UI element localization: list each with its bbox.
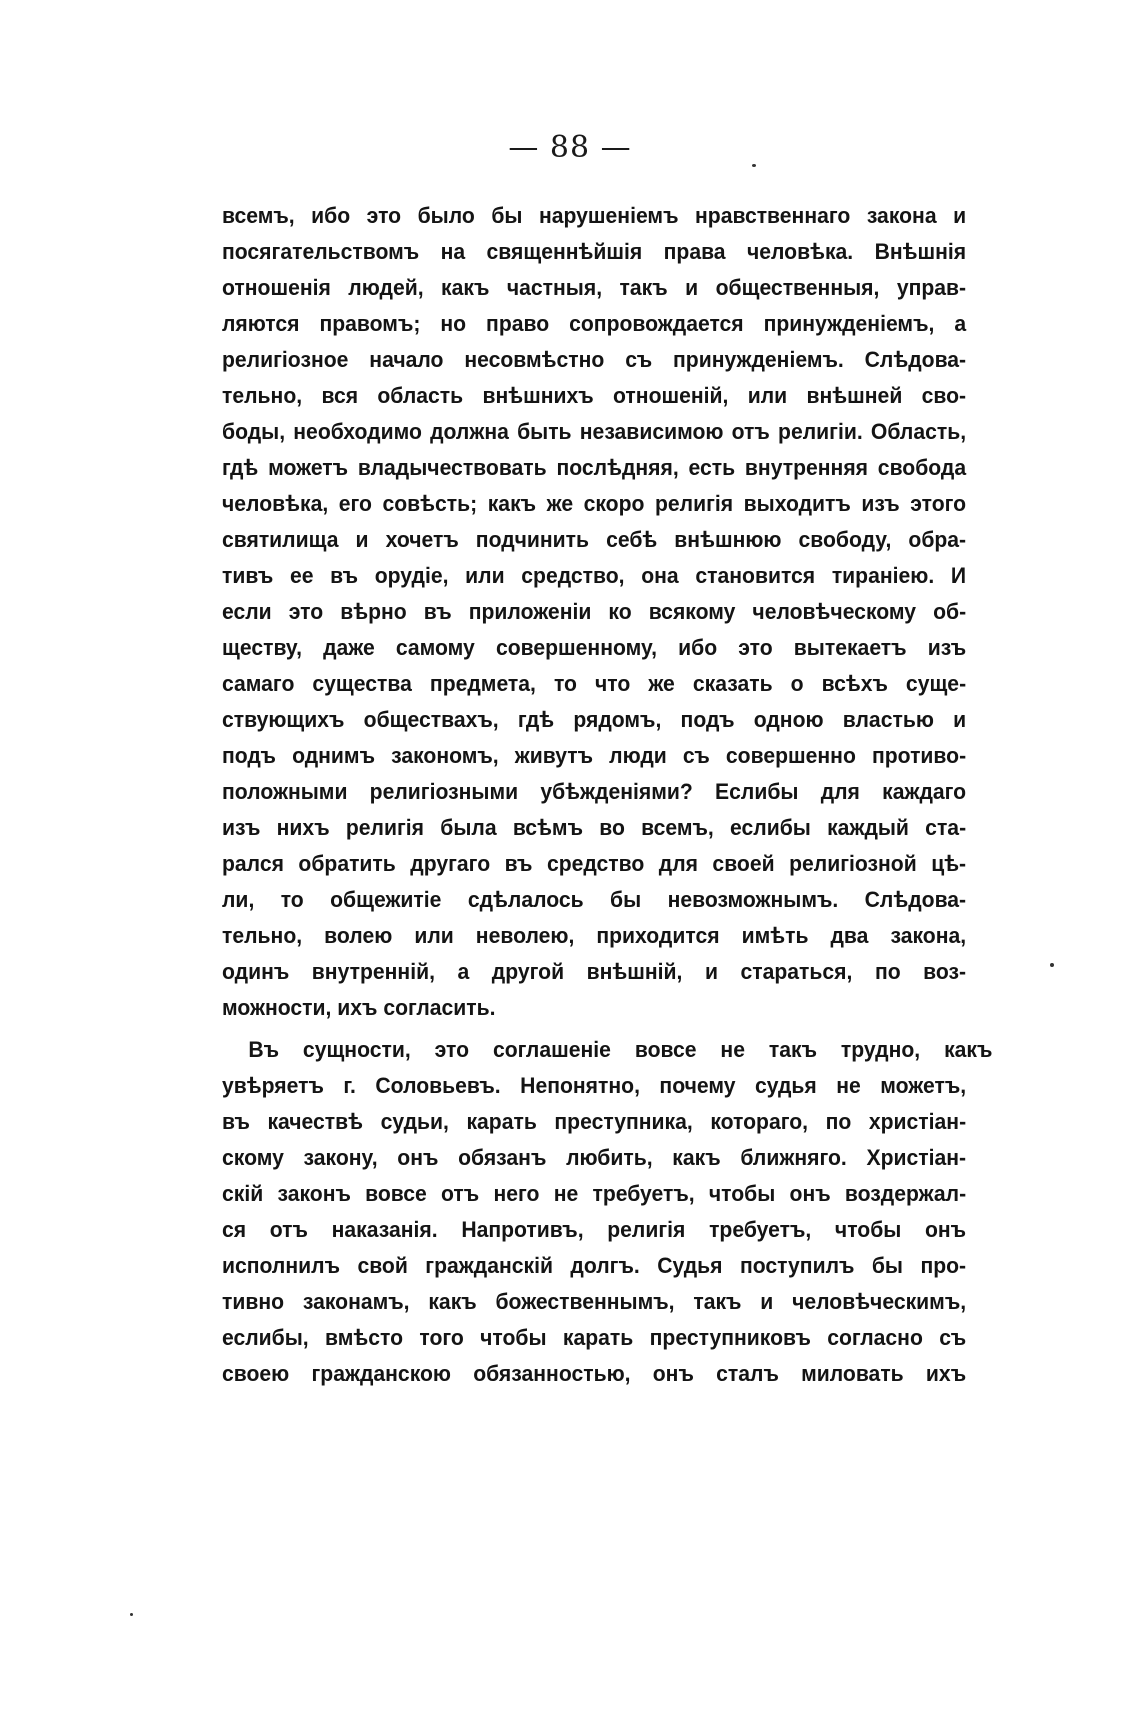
text-line: рался обратить другаго въ средство для своей религіозной цѣ-: [222, 851, 967, 876]
text-line: тельно, волею или неволею, приходится имѣть два закона,: [222, 923, 967, 948]
text-line: тивъ ее въ орудіе, или средство, она становится тираніею. И: [222, 563, 967, 588]
text-line: ся отъ наказанія. Напротивъ, религія требуетъ, чтобы онъ: [222, 1217, 967, 1242]
text-line: можности, ихъ согласить.: [222, 995, 496, 1020]
text-line: ляются правомъ; но право сопровождается принужденіемъ, а: [222, 311, 967, 336]
text-line: всемъ, ибо это было бы нарушеніемъ нравственнаго закона и: [222, 203, 967, 228]
speck-mark: [1050, 963, 1054, 967]
text-line: скому закону, онъ обязанъ любить, какъ ближняго. Христіан-: [222, 1145, 967, 1170]
text-line: положными религіозными убѣжденіями? Еслибы для каждаго: [222, 779, 967, 804]
text-line: своею гражданскою обязанностью, онъ сталъ миловать ихъ: [222, 1361, 967, 1386]
paragraph-2: [222, 1032, 993, 1392]
speck-mark: [130, 1613, 133, 1616]
speck-mark: [752, 164, 756, 167]
text-line: боды, необходимо должна быть независимою отъ религіи. Область,: [222, 419, 967, 444]
text-line: ществу, даже самому совершенному, ибо это вытекаетъ изъ: [222, 635, 967, 660]
text-line: одинъ внутренній, а другой внѣшній, и стараться, по воз-: [222, 959, 967, 984]
text-line: тивно законамъ, какъ божественнымъ, такъ и человѣческимъ,: [222, 1289, 967, 1314]
text-line: святилища и хочетъ подчинить себѣ внѣшнюю свободу, обра-: [222, 527, 967, 552]
text-line: если это вѣрно въ приложеніи ко всякому человѣческому об-: [222, 599, 967, 624]
text-line: еслибы, вмѣсто того чтобы карать преступниковъ согласно съ: [222, 1325, 967, 1350]
text-line: гдѣ можетъ владычествовать послѣдняя, есть внутренняя свобода: [222, 455, 967, 480]
text-line: тельно, вся область внѣшнихъ отношеній, или внѣшней сво-: [222, 383, 967, 408]
paragraph-1: [222, 198, 966, 1026]
text-line: увѣряетъ г. Соловьевъ. Непонятно, почему судья не можетъ,: [222, 1073, 967, 1098]
text-line: посягательствомъ на священнѣйшія права человѣка. Внѣшнія: [222, 239, 967, 264]
text-line: скій законъ вовсе отъ него не требуетъ, чтобы онъ воздержал-: [222, 1181, 967, 1206]
text-line: ствующихъ обществахъ, гдѣ рядомъ, подъ одною властью и: [222, 707, 967, 732]
text-line: Въ сущности, это соглашеніе вовсе не такъ трудно, какъ: [248, 1037, 993, 1062]
text-line: подъ однимъ закономъ, живутъ люди съ совершенно противо-: [222, 743, 967, 768]
page-number: — 88 —: [508, 130, 632, 165]
text-line: въ качествѣ судьи, карать преступника, котораго, по христіан-: [222, 1109, 967, 1134]
body-text: [222, 198, 993, 1392]
text-line: человѣка, его совѣсть; какъ же скоро религія выходитъ изъ этого: [222, 491, 967, 516]
text-line: изъ нихъ религія была всѣмъ во всемъ, еслибы каждый ста-: [222, 815, 967, 840]
text-line: исполнилъ свой гражданскій долгъ. Судья поступилъ бы про-: [222, 1253, 967, 1278]
text-line: отношенія людей, какъ частныя, такъ и общественныя, управ-: [222, 275, 967, 300]
text-line: самаго существа предмета, то что же сказать о всѣхъ суще-: [222, 671, 967, 696]
text-line: религіозное начало несовмѣстно съ принужденіемъ. Слѣдова-: [222, 347, 967, 372]
text-line: ли, то общежитіе сдѣлалось бы невозможнымъ. Слѣдова-: [222, 887, 967, 912]
